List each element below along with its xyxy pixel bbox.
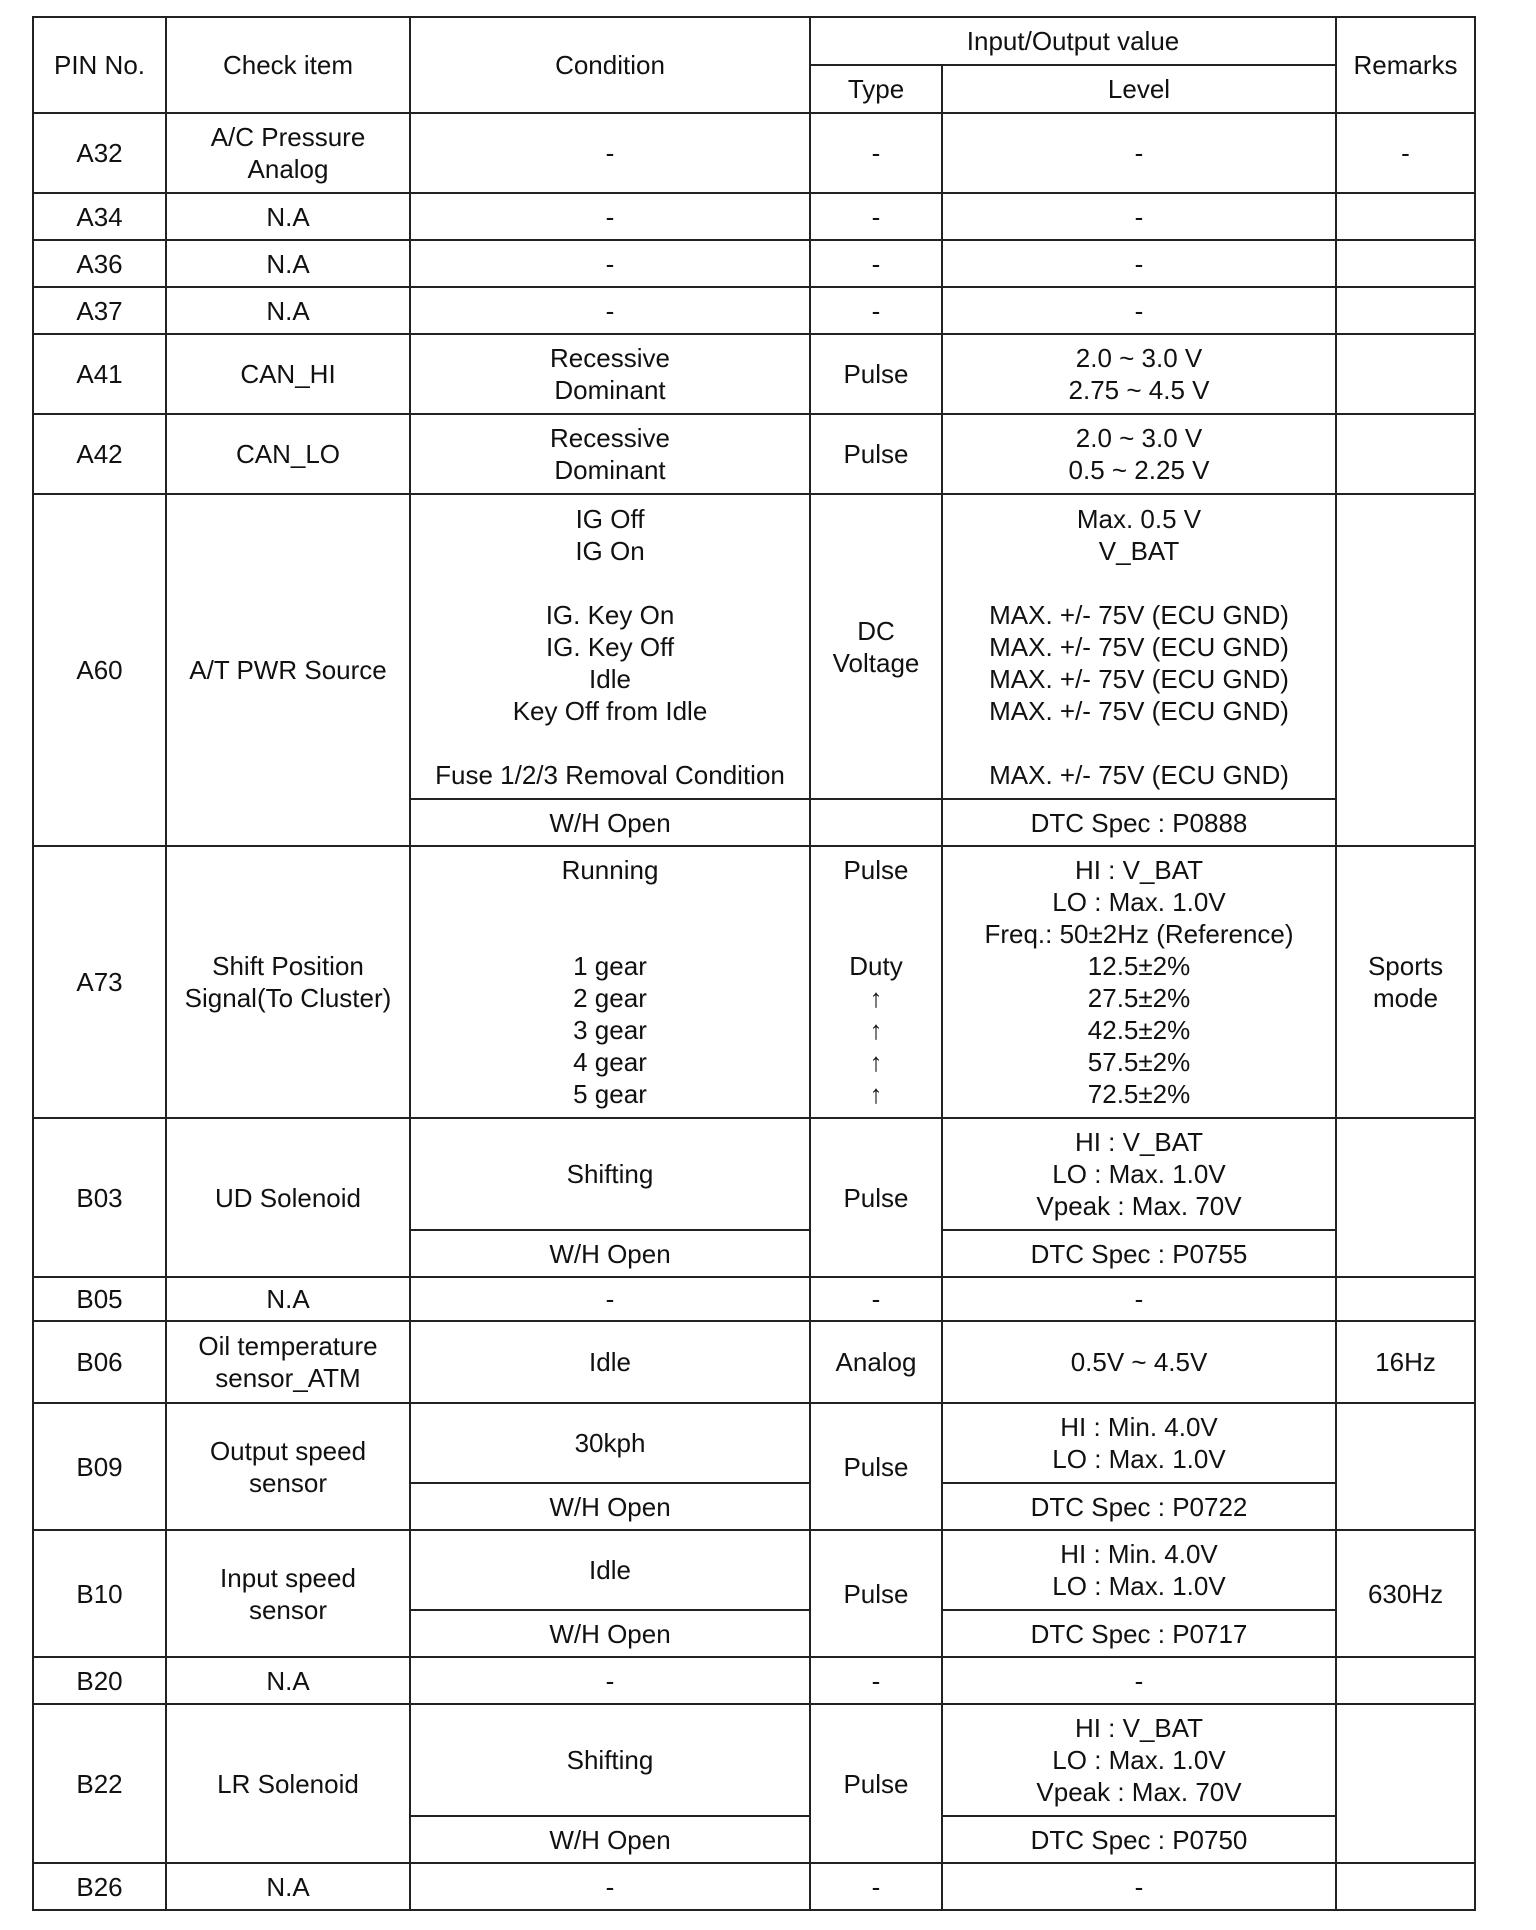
type-cell: -	[810, 113, 942, 193]
condition-cell: -	[410, 193, 810, 240]
table-row	[33, 1657, 1475, 1704]
table-row	[33, 193, 1475, 240]
header-type: Type	[810, 65, 942, 113]
pin-cell: A42	[33, 414, 166, 494]
condition-cell: W/H Open	[410, 1610, 810, 1657]
type-cell: DC Voltage	[810, 494, 942, 799]
table-row	[33, 334, 1475, 414]
remarks-cell	[1336, 1403, 1475, 1530]
header-pin-no: PIN No.	[33, 17, 166, 113]
level-cell: Max. 0.5 V V_BAT MAX. +/- 75V (ECU GND) MAX. +/- 75V (ECU GND) MAX. +/- 75V (ECU GND) MAX. +/- 75V (ECU GND) MAX. +/- 75V (ECU GND)	[942, 494, 1336, 799]
condition-cell: W/H Open	[410, 1230, 810, 1277]
condition-cell: IG Off IG On IG. Key On IG. Key Off Idle Key Off from Idle Fuse 1/2/3 Removal Condition	[410, 494, 810, 799]
condition-cell: Running 1 gear 2 gear 3 gear 4 gear 5 gear	[410, 846, 810, 1118]
condition-cell: 30kph	[410, 1403, 810, 1483]
remarks-cell: -	[1336, 113, 1475, 193]
pin-cell: B20	[33, 1657, 166, 1704]
condition-cell: -	[410, 240, 810, 287]
check-item-cell: CAN_HI	[166, 334, 410, 414]
condition-cell: -	[410, 1277, 810, 1321]
check-item-cell: LR Solenoid	[166, 1704, 410, 1863]
condition-cell: -	[410, 287, 810, 334]
check-item-cell: N.A	[166, 1863, 410, 1910]
level-cell: HI : Min. 4.0V LO : Max. 1.0V	[942, 1403, 1336, 1483]
table-row	[33, 414, 1475, 494]
remarks-cell	[1336, 334, 1475, 414]
check-item-cell: A/T PWR Source	[166, 494, 410, 846]
table-row	[33, 1863, 1475, 1910]
header-io-value: Input/Output value	[810, 17, 1336, 65]
table-row	[33, 846, 1475, 1118]
level-cell: -	[942, 1657, 1336, 1704]
level-cell: DTC Spec : P0755	[942, 1230, 1336, 1277]
type-cell: -	[810, 287, 942, 334]
pin-cell: B10	[33, 1530, 166, 1657]
header-condition: Condition	[410, 17, 810, 113]
check-item-cell: N.A	[166, 1277, 410, 1321]
type-cell: Pulse	[810, 1530, 942, 1657]
remarks-cell: 630Hz	[1336, 1530, 1475, 1657]
condition-cell: Shifting	[410, 1118, 810, 1230]
table-row	[33, 1530, 1475, 1610]
pin-cell: A36	[33, 240, 166, 287]
table-row	[33, 287, 1475, 334]
level-cell: HI : V_BAT LO : Max. 1.0V Vpeak : Max. 70V	[942, 1118, 1336, 1230]
remarks-cell	[1336, 240, 1475, 287]
type-cell: Pulse Duty ↑ ↑ ↑ ↑	[810, 846, 942, 1118]
remarks-cell	[1336, 1657, 1475, 1704]
remarks-cell	[1336, 1118, 1475, 1277]
level-cell: -	[942, 193, 1336, 240]
check-item-cell: UD Solenoid	[166, 1118, 410, 1277]
type-cell: -	[810, 240, 942, 287]
type-cell: -	[810, 193, 942, 240]
table-row	[33, 113, 1475, 193]
level-cell: DTC Spec : P0717	[942, 1610, 1336, 1657]
condition-cell: W/H Open	[410, 799, 810, 846]
remarks-cell	[1336, 494, 1475, 846]
remarks-cell: Sports mode	[1336, 846, 1475, 1118]
remarks-cell	[1336, 1277, 1475, 1321]
remarks-cell	[1336, 414, 1475, 494]
level-cell: -	[942, 1277, 1336, 1321]
table-row	[33, 1321, 1475, 1403]
type-cell	[810, 799, 942, 846]
check-item-cell: N.A	[166, 193, 410, 240]
condition-cell: Recessive Dominant	[410, 334, 810, 414]
level-cell: 2.0 ~ 3.0 V 2.75 ~ 4.5 V	[942, 334, 1336, 414]
type-cell: Analog	[810, 1321, 942, 1403]
type-cell: -	[810, 1277, 942, 1321]
remarks-cell	[1336, 1863, 1475, 1910]
level-cell: 0.5V ~ 4.5V	[942, 1321, 1336, 1403]
table-row	[33, 1704, 1475, 1816]
check-item-cell: Oil temperature sensor_ATM	[166, 1321, 410, 1403]
remarks-cell	[1336, 1704, 1475, 1863]
level-cell: HI : V_BAT LO : Max. 1.0V Freq.: 50±2Hz (Reference) 12.5±2% 27.5±2% 42.5±2% 57.5±2% 72.5±2%	[942, 846, 1336, 1118]
level-cell: HI : Min. 4.0V LO : Max. 1.0V	[942, 1530, 1336, 1610]
pin-cell: B03	[33, 1118, 166, 1277]
pin-cell: B05	[33, 1277, 166, 1321]
condition-cell: Shifting	[410, 1704, 810, 1816]
pin-cell: A73	[33, 846, 166, 1118]
table-row	[33, 1118, 1475, 1230]
level-cell: 2.0 ~ 3.0 V 0.5 ~ 2.25 V	[942, 414, 1336, 494]
pin-cell: B22	[33, 1704, 166, 1863]
level-cell: -	[942, 240, 1336, 287]
level-cell: DTC Spec : P0750	[942, 1816, 1336, 1863]
level-cell: -	[942, 113, 1336, 193]
header-check-item: Check item	[166, 17, 410, 113]
condition-cell: -	[410, 1657, 810, 1704]
check-item-cell: N.A	[166, 240, 410, 287]
condition-cell: Recessive Dominant	[410, 414, 810, 494]
pin-cell: A34	[33, 193, 166, 240]
check-item-cell: Output speed sensor	[166, 1403, 410, 1530]
pin-cell: A32	[33, 113, 166, 193]
level-cell: -	[942, 287, 1336, 334]
pin-cell: A41	[33, 334, 166, 414]
condition-cell: -	[410, 1863, 810, 1910]
level-cell: HI : V_BAT LO : Max. 1.0V Vpeak : Max. 70V	[942, 1704, 1336, 1816]
check-item-cell: N.A	[166, 287, 410, 334]
condition-cell: W/H Open	[410, 1816, 810, 1863]
pin-cell: A60	[33, 494, 166, 846]
header-remarks: Remarks	[1336, 17, 1475, 113]
type-cell: Pulse	[810, 414, 942, 494]
pin-cell: B06	[33, 1321, 166, 1403]
check-item-cell: Shift Position Signal(To Cluster)	[166, 846, 410, 1118]
pin-cell: B26	[33, 1863, 166, 1910]
condition-cell: Idle	[410, 1321, 810, 1403]
condition-cell: Idle	[410, 1530, 810, 1610]
remarks-cell	[1336, 287, 1475, 334]
header-level: Level	[942, 65, 1336, 113]
type-cell: -	[810, 1657, 942, 1704]
type-cell: Pulse	[810, 1403, 942, 1530]
level-cell: DTC Spec : P0722	[942, 1483, 1336, 1530]
check-item-cell: A/C Pressure Analog	[166, 113, 410, 193]
table-row	[33, 240, 1475, 287]
condition-cell: -	[410, 113, 810, 193]
remarks-cell	[1336, 193, 1475, 240]
table-row	[33, 1403, 1475, 1483]
condition-cell: W/H Open	[410, 1483, 810, 1530]
level-cell: DTC Spec : P0888	[942, 799, 1336, 846]
type-cell: Pulse	[810, 334, 942, 414]
table-row	[33, 494, 1475, 799]
pin-cell: A37	[33, 287, 166, 334]
check-item-cell: CAN_LO	[166, 414, 410, 494]
check-item-cell: N.A	[166, 1657, 410, 1704]
level-cell: -	[942, 1863, 1336, 1910]
table-row	[33, 1277, 1475, 1321]
remarks-cell: 16Hz	[1336, 1321, 1475, 1403]
check-item-cell: Input speed sensor	[166, 1530, 410, 1657]
type-cell: -	[810, 1863, 942, 1910]
type-cell: Pulse	[810, 1118, 942, 1277]
pin-cell: B09	[33, 1403, 166, 1530]
pin-check-table	[32, 16, 1476, 1911]
type-cell: Pulse	[810, 1704, 942, 1863]
